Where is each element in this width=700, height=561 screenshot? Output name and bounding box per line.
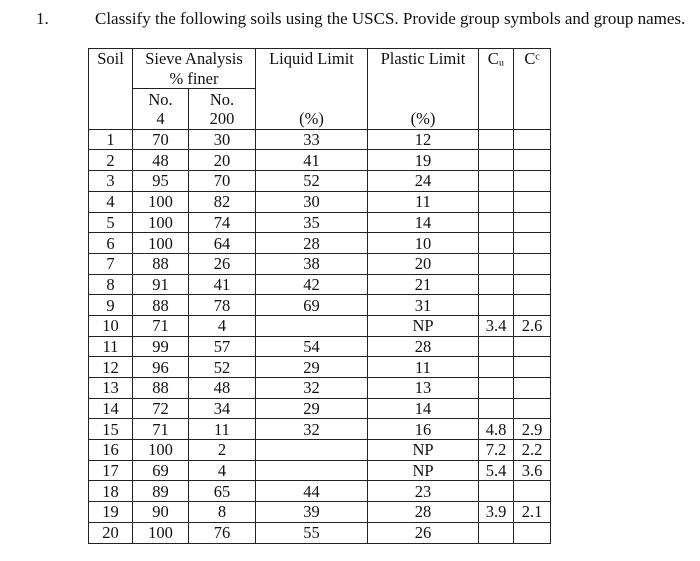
cell-cc — [514, 378, 551, 399]
cell-cu — [479, 191, 514, 212]
cell-cc — [514, 253, 551, 274]
cell-liquid-limit: 42 — [256, 274, 368, 295]
cell-plastic-limit: 11 — [368, 191, 479, 212]
cell-plastic-limit: 24 — [368, 171, 479, 192]
cell-no200: 57 — [189, 336, 256, 357]
table-row — [89, 378, 551, 399]
cell-plastic-limit: 20 — [368, 253, 479, 274]
cell-no200: 2 — [189, 440, 256, 461]
cell-soil: 16 — [89, 440, 133, 461]
cell-soil: 2 — [89, 150, 133, 171]
cell-cu — [479, 378, 514, 399]
cell-liquid-limit — [256, 460, 368, 481]
cell-no200: 70 — [189, 171, 256, 192]
table-row — [89, 481, 551, 502]
cell-soil: 3 — [89, 171, 133, 192]
cell-cu: 3.4 — [479, 315, 514, 336]
cell-liquid-limit: 41 — [256, 150, 368, 171]
header-sieve-analysis: Sieve Analysis — [133, 49, 256, 69]
cell-no200: 74 — [189, 212, 256, 233]
cell-cc — [514, 481, 551, 502]
table-row — [89, 233, 551, 254]
cell-soil: 11 — [89, 336, 133, 357]
cell-liquid-limit: 55 — [256, 522, 368, 543]
cell-cu — [479, 171, 514, 192]
table-row — [89, 522, 551, 543]
cell-no4: 72 — [133, 398, 189, 419]
cell-cc: 2.2 — [514, 440, 551, 461]
cell-no200: 64 — [189, 233, 256, 254]
cell-cc — [514, 398, 551, 419]
cell-plastic-limit: 23 — [368, 481, 479, 502]
cell-no200: 78 — [189, 295, 256, 316]
cell-cu — [479, 233, 514, 254]
cell-liquid-limit: 35 — [256, 212, 368, 233]
header-plastic-limit: Plastic Limit — [368, 49, 479, 69]
table-row — [89, 336, 551, 357]
cell-cc: 3.6 — [514, 460, 551, 481]
cell-soil: 15 — [89, 419, 133, 440]
table-row — [89, 295, 551, 316]
cell-plastic-limit: 31 — [368, 295, 479, 316]
cell-no4: 100 — [133, 191, 189, 212]
cell-plastic-limit: 13 — [368, 378, 479, 399]
header-no4-label: No. — [133, 89, 189, 109]
cell-cc — [514, 274, 551, 295]
cell-liquid-limit: 28 — [256, 233, 368, 254]
cell-plastic-limit: 28 — [368, 336, 479, 357]
cell-liquid-limit: 54 — [256, 336, 368, 357]
cell-cc — [514, 191, 551, 212]
cell-cu: 3.9 — [479, 502, 514, 523]
cell-liquid-limit: 52 — [256, 171, 368, 192]
cell-plastic-limit: 26 — [368, 522, 479, 543]
cell-no4: 90 — [133, 502, 189, 523]
cell-cc — [514, 150, 551, 171]
cell-liquid-limit: 29 — [256, 398, 368, 419]
cell-no4: 100 — [133, 522, 189, 543]
cell-no4: 48 — [133, 150, 189, 171]
table-row — [89, 315, 551, 336]
cell-no4: 71 — [133, 419, 189, 440]
cell-soil: 6 — [89, 233, 133, 254]
table-row — [89, 502, 551, 523]
header-soil: Soil — [89, 49, 133, 69]
cell-liquid-limit: 38 — [256, 253, 368, 274]
header-cc: Cᶜ — [514, 49, 551, 69]
cell-no200: 48 — [189, 378, 256, 399]
cell-liquid-limit: 39 — [256, 502, 368, 523]
cell-liquid-limit: 32 — [256, 419, 368, 440]
cell-cu — [479, 481, 514, 502]
cell-cu — [479, 129, 514, 150]
table-row — [89, 191, 551, 212]
question-number: 1. — [36, 9, 49, 28]
cell-plastic-limit: NP — [368, 440, 479, 461]
header-cu: Cᵤ — [479, 49, 514, 69]
cell-cu — [479, 522, 514, 543]
cell-no200: 76 — [189, 522, 256, 543]
cell-cu — [479, 336, 514, 357]
table-row — [89, 212, 551, 233]
cell-no200: 65 — [189, 481, 256, 502]
cell-cc — [514, 212, 551, 233]
cell-plastic-limit: 14 — [368, 398, 479, 419]
table-row — [89, 440, 551, 461]
cell-no4: 69 — [133, 460, 189, 481]
cell-plastic-limit: 10 — [368, 233, 479, 254]
cell-cu — [479, 295, 514, 316]
cell-cu — [479, 212, 514, 233]
cell-soil: 17 — [89, 460, 133, 481]
cell-soil: 10 — [89, 315, 133, 336]
cell-liquid-limit: 69 — [256, 295, 368, 316]
cell-plastic-limit: 16 — [368, 419, 479, 440]
cell-no4: 91 — [133, 274, 189, 295]
cell-no200: 26 — [189, 253, 256, 274]
cell-cc: 2.1 — [514, 502, 551, 523]
cell-no4: 88 — [133, 378, 189, 399]
cell-cc: 2.6 — [514, 315, 551, 336]
cell-no4: 99 — [133, 336, 189, 357]
cell-cu: 5.4 — [479, 460, 514, 481]
table-row — [89, 274, 551, 295]
table-row — [89, 460, 551, 481]
table-row — [89, 150, 551, 171]
cell-cu — [479, 398, 514, 419]
cell-cu — [479, 150, 514, 171]
cell-soil: 9 — [89, 295, 133, 316]
cell-cc — [514, 357, 551, 378]
cell-cu — [479, 357, 514, 378]
cell-no4: 100 — [133, 212, 189, 233]
header-no200-label: No. — [189, 89, 256, 109]
cell-plastic-limit: 21 — [368, 274, 479, 295]
cell-no200: 52 — [189, 357, 256, 378]
cell-plastic-limit: 28 — [368, 502, 479, 523]
cell-soil: 1 — [89, 129, 133, 150]
cell-cu — [479, 253, 514, 274]
cell-no4: 88 — [133, 295, 189, 316]
cell-no200: 34 — [189, 398, 256, 419]
cell-plastic-limit: NP — [368, 460, 479, 481]
header-no4-size: 4 — [133, 109, 189, 129]
cell-no200: 11 — [189, 419, 256, 440]
cell-soil: 14 — [89, 398, 133, 419]
cell-liquid-limit: 29 — [256, 357, 368, 378]
cell-cu: 7.2 — [479, 440, 514, 461]
table-row — [89, 171, 551, 192]
cell-no4: 100 — [133, 440, 189, 461]
table-row — [89, 357, 551, 378]
header-no200-size: 200 — [189, 109, 256, 129]
table-row — [89, 419, 551, 440]
cell-cu — [479, 274, 514, 295]
header-liquid-limit: Liquid Limit — [256, 49, 368, 69]
cell-liquid-limit: 44 — [256, 481, 368, 502]
cell-soil: 8 — [89, 274, 133, 295]
cell-cc — [514, 171, 551, 192]
cell-soil: 20 — [89, 522, 133, 543]
header-ll-unit: (%) — [256, 109, 368, 129]
cell-no4: 96 — [133, 357, 189, 378]
cell-cc — [514, 233, 551, 254]
cell-cc — [514, 295, 551, 316]
cell-soil: 12 — [89, 357, 133, 378]
cell-plastic-limit: NP — [368, 315, 479, 336]
cell-cc — [514, 129, 551, 150]
table-body — [89, 129, 551, 543]
cell-no200: 30 — [189, 129, 256, 150]
cell-no200: 41 — [189, 274, 256, 295]
cell-plastic-limit: 14 — [368, 212, 479, 233]
cell-liquid-limit — [256, 315, 368, 336]
header-pl-unit: (%) — [368, 109, 479, 129]
cell-cc — [514, 522, 551, 543]
table-row — [89, 253, 551, 274]
cell-no200: 4 — [189, 460, 256, 481]
cell-plastic-limit: 11 — [368, 357, 479, 378]
cell-no4: 70 — [133, 129, 189, 150]
cell-cc — [514, 336, 551, 357]
table-row — [89, 129, 551, 150]
cell-plastic-limit: 19 — [368, 150, 479, 171]
table-header — [89, 49, 551, 130]
table-row — [89, 398, 551, 419]
cell-soil: 18 — [89, 481, 133, 502]
soil-data-table — [88, 48, 551, 544]
cell-no4: 100 — [133, 233, 189, 254]
question-text: Classify the following soils using the USCS. Provide group symbols and group names. — [95, 9, 686, 28]
cell-no4: 88 — [133, 253, 189, 274]
cell-no4: 89 — [133, 481, 189, 502]
cell-no4: 95 — [133, 171, 189, 192]
cell-soil: 5 — [89, 212, 133, 233]
cell-liquid-limit: 33 — [256, 129, 368, 150]
cell-liquid-limit: 32 — [256, 378, 368, 399]
cell-no200: 20 — [189, 150, 256, 171]
cell-liquid-limit: 30 — [256, 191, 368, 212]
cell-liquid-limit — [256, 440, 368, 461]
cell-cu: 4.8 — [479, 419, 514, 440]
cell-no4: 71 — [133, 315, 189, 336]
cell-soil: 7 — [89, 253, 133, 274]
cell-no200: 82 — [189, 191, 256, 212]
cell-no200: 8 — [189, 502, 256, 523]
header-percent-finer: % finer — [133, 69, 256, 89]
cell-soil: 4 — [89, 191, 133, 212]
cell-no200: 4 — [189, 315, 256, 336]
cell-cc: 2.9 — [514, 419, 551, 440]
cell-soil: 13 — [89, 378, 133, 399]
cell-plastic-limit: 12 — [368, 129, 479, 150]
cell-soil: 19 — [89, 502, 133, 523]
